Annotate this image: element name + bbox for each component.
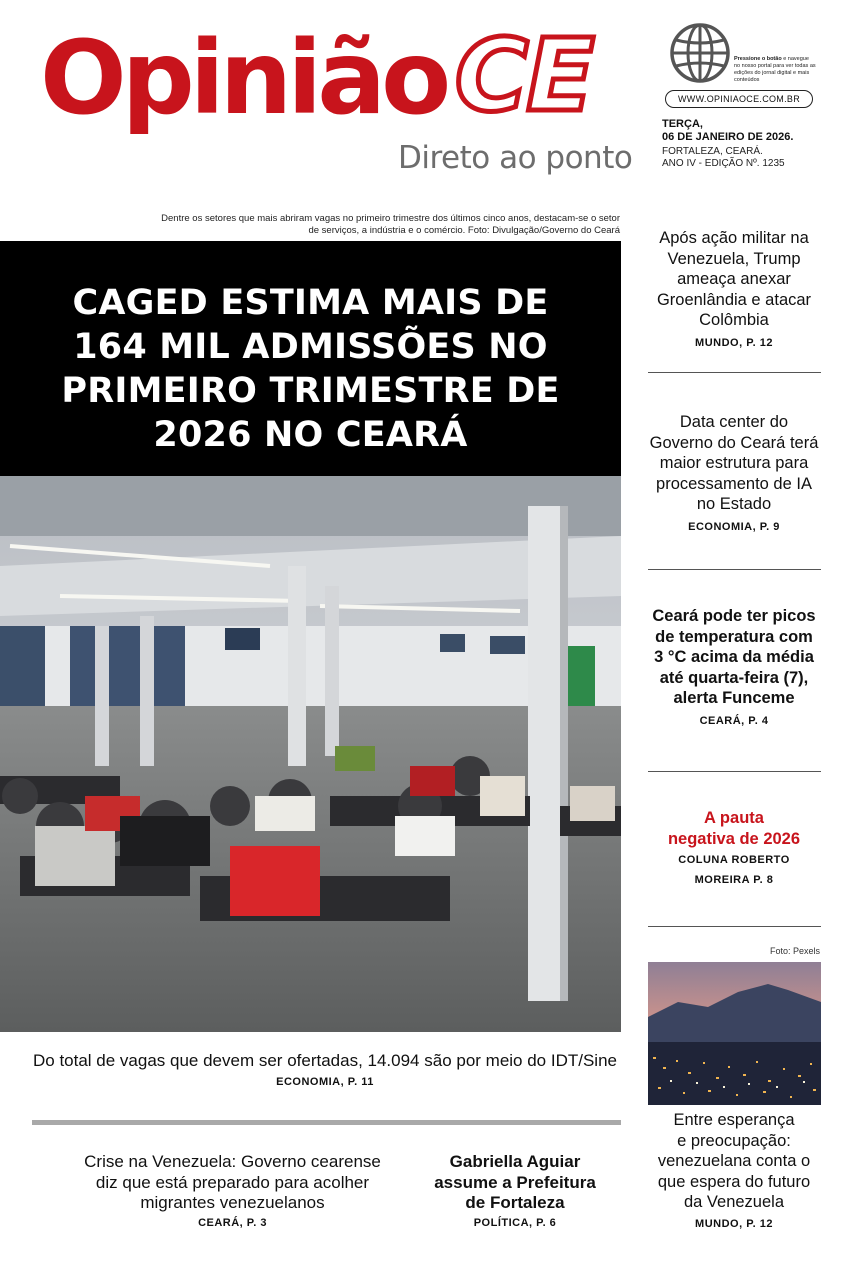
story-section-ref: ECONOMIA, P. 9: [688, 520, 780, 533]
city-photo: [648, 962, 821, 1105]
story-line: 3 °C acima da média: [654, 648, 814, 666]
edition-number: ANO IV - EDIÇÃO Nº. 1235: [662, 158, 785, 169]
main-subhead[interactable]: Do total de vagas que devem ser ofertadas, 14.094 são por meio do IDT/Sine: [32, 1051, 617, 1070]
story-section-ref: COLUNA ROBERTO: [678, 854, 790, 866]
story-line: negativa de 2026: [667, 829, 801, 848]
story-line: Venezuela, Trump: [667, 249, 801, 268]
story-section-ref: MUNDO, P. 12: [695, 1217, 773, 1230]
divider-bar: [32, 1120, 621, 1125]
place: FORTALEZA, CEARÁ.: [662, 146, 763, 157]
story-section-ref: CEARÁ, P. 3: [198, 1217, 267, 1229]
headline-line: CAGED ESTIMA MAIS DE: [72, 283, 549, 323]
story-line: Governo do Ceará terá: [649, 433, 819, 452]
story-line: processamento de IA: [656, 474, 812, 493]
website-link[interactable]: WWW.OPINIAOCE.COM.BR: [665, 90, 813, 108]
story-line: que espera do futuro: [657, 1172, 811, 1191]
sidebar-rule: [648, 771, 821, 772]
story-line: diz que está preparado para acolher: [95, 1172, 370, 1192]
story-line: venezuelana conta o: [657, 1152, 811, 1170]
logo-opiniao: Opinião: [40, 19, 447, 138]
tagline: Direto ao ponto: [398, 140, 633, 176]
story-line: Crise na Venezuela: Governo cearense: [84, 1152, 381, 1171]
story-line: Groenlândia e atacar: [656, 290, 812, 309]
story-line: até quarta-feira (7),: [659, 668, 809, 687]
story-line: Ceará pode ter picos: [652, 607, 816, 625]
story-line: alerta Funceme: [673, 689, 795, 707]
story-line: migrantes venezuelanos: [140, 1193, 325, 1212]
main-headline[interactable]: [30, 281, 591, 457]
story-line: Entre esperança: [673, 1111, 795, 1129]
story-line: A pauta: [704, 809, 764, 827]
headline-line: 2026 NO CEARÁ: [153, 415, 468, 455]
story-line: assume a Prefeitura: [434, 1172, 596, 1192]
logo-wordmark: [40, 19, 447, 138]
headline-line: PRIMEIRO TRIMESTRE DE: [61, 371, 560, 411]
story-line: maior estrutura para: [659, 454, 809, 472]
sidebar-story-column[interactable]: [648, 808, 820, 890]
story-venezuela-migrants[interactable]: [60, 1152, 405, 1214]
story-line: da Venezuela: [683, 1193, 784, 1211]
main-section-ref: ECONOMIA, P. 11: [276, 1076, 374, 1088]
story-line: Após ação militar na: [659, 229, 809, 247]
sidebar-story-venezuelana[interactable]: [648, 1110, 820, 1234]
photo-credit: Foto: Pexels: [769, 946, 820, 956]
photo-caption: [160, 213, 620, 237]
story-section-ref: CEARÁ, P. 4: [699, 714, 769, 727]
sidebar-rule: [648, 926, 821, 927]
sidebar-story-trump[interactable]: [648, 228, 820, 353]
sidebar-rule: [648, 569, 821, 570]
main-photo: [0, 476, 621, 1032]
edition-info: [662, 146, 785, 170]
full-date: 06 DE JANEIRO DE 2026.: [662, 131, 794, 143]
story-line: de temperatura com: [655, 627, 813, 646]
caption-line: Dentre os setores que mais abriram vagas no primeiro trimestre dos últimos cinco anos, destacam-se o setor: [161, 213, 620, 224]
promo-text: [734, 56, 816, 84]
story-line: de Fortaleza: [465, 1193, 565, 1212]
story-section-ref: POLÍTICA, P. 6: [473, 1217, 557, 1229]
story-section-ref: MOREIRA P. 8: [694, 874, 774, 886]
sidebar-rule: [648, 372, 821, 373]
logo-ce: CE: [455, 17, 593, 134]
story-gabriella-aguiar[interactable]: [430, 1152, 600, 1214]
story-line: no Estado: [696, 495, 772, 513]
globe-icon[interactable]: [670, 23, 730, 83]
story-line: Colômbia: [699, 311, 769, 329]
weekday: TERÇA,: [662, 118, 703, 130]
promo-bold: Pressione o botão: [734, 56, 782, 62]
sidebar-story-funceme[interactable]: [648, 606, 820, 731]
story-line: Data center do: [679, 413, 789, 431]
caption-line: de serviços, a indústria e o comércio. Foto: Divulgação/Governo do Ceará: [308, 225, 620, 236]
promo-body: e navegue no nosso portal para ver todas as edições do jornal digital e mais conteúdos: [734, 56, 816, 83]
headline-line: 164 MIL ADMISSÕES NO: [73, 327, 548, 367]
story-line: Gabriella Aguiar: [449, 1152, 581, 1171]
edition-date: [662, 118, 793, 144]
sidebar-story-datacenter[interactable]: [648, 412, 820, 537]
story-line: e preocupação:: [677, 1131, 791, 1150]
story-line: ameaça anexar: [677, 270, 791, 288]
story-section-ref: MUNDO, P. 12: [695, 336, 773, 349]
